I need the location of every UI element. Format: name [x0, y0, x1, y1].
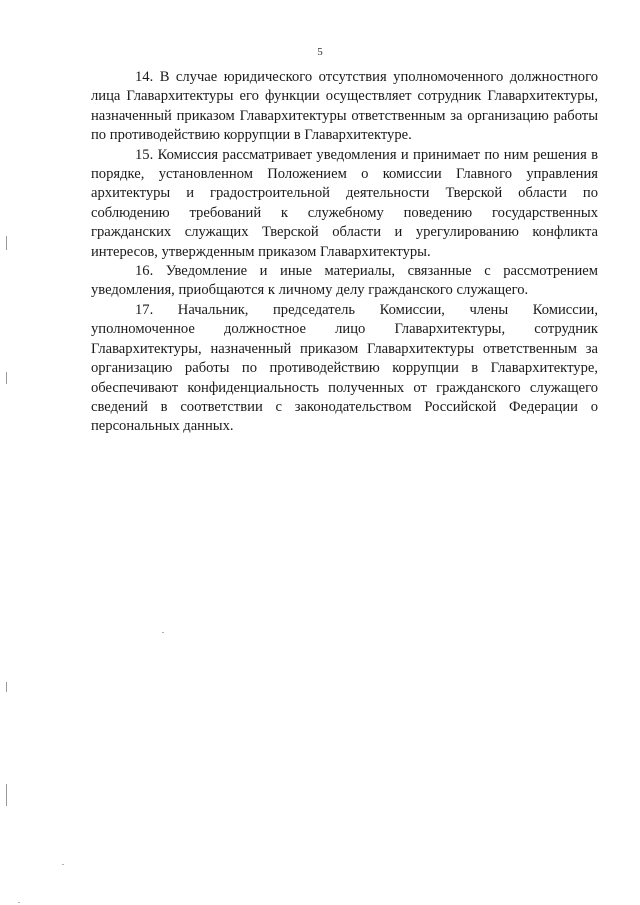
scan-artifact	[6, 236, 7, 250]
page-number: 5	[317, 46, 323, 58]
paragraph-17: 17. Начальник, председатель Комиссии, члены Комиссии, уполномоченное должностное лицо Главархитектуры, сотрудник Главархитектуры, назначенный приказом Главархитектуры ответственным за организацию работы по противодействию коррупции в Главархитектуре, обеспечивают конфиденциальность полученных от гражданского служащего сведений в соответствии с законодательством Российской Федерации о персональных данных.	[91, 301, 598, 435]
scan-artifact	[6, 372, 7, 384]
paragraph-15: 15. Комиссия рассматривает уведомления и принимает по ним решения в порядке, установленном Положением о комиссии Главного управления архитектуры и градостроительной деятельности Тверской области по соблюдению требований к служебному поведению государственных гражданских служащих Тверской области и урегулированию конфликта интересов, утвержденным приказом Главархитектуры.	[91, 146, 598, 260]
paragraph-14: 14. В случае юридического отсутствия уполномоченного должностного лица Главархитектуры его функции осуществляет сотрудник Главархитектуры, назначенный приказом Главархитектуры ответственным за организацию работы по противодействию коррупции в Главархитектуре.	[91, 69, 598, 144]
scan-artifact	[18, 902, 20, 903]
paragraph-16: 16. Уведомление и иные материалы, связанные с рассмотрением уведомления, приобщаются к личному делу гражданского служащего.	[91, 263, 598, 299]
scan-artifact	[6, 784, 7, 806]
scan-artifact	[162, 632, 164, 633]
document-body	[91, 68, 598, 437]
scan-artifact	[6, 682, 7, 692]
scan-artifact	[62, 864, 64, 865]
